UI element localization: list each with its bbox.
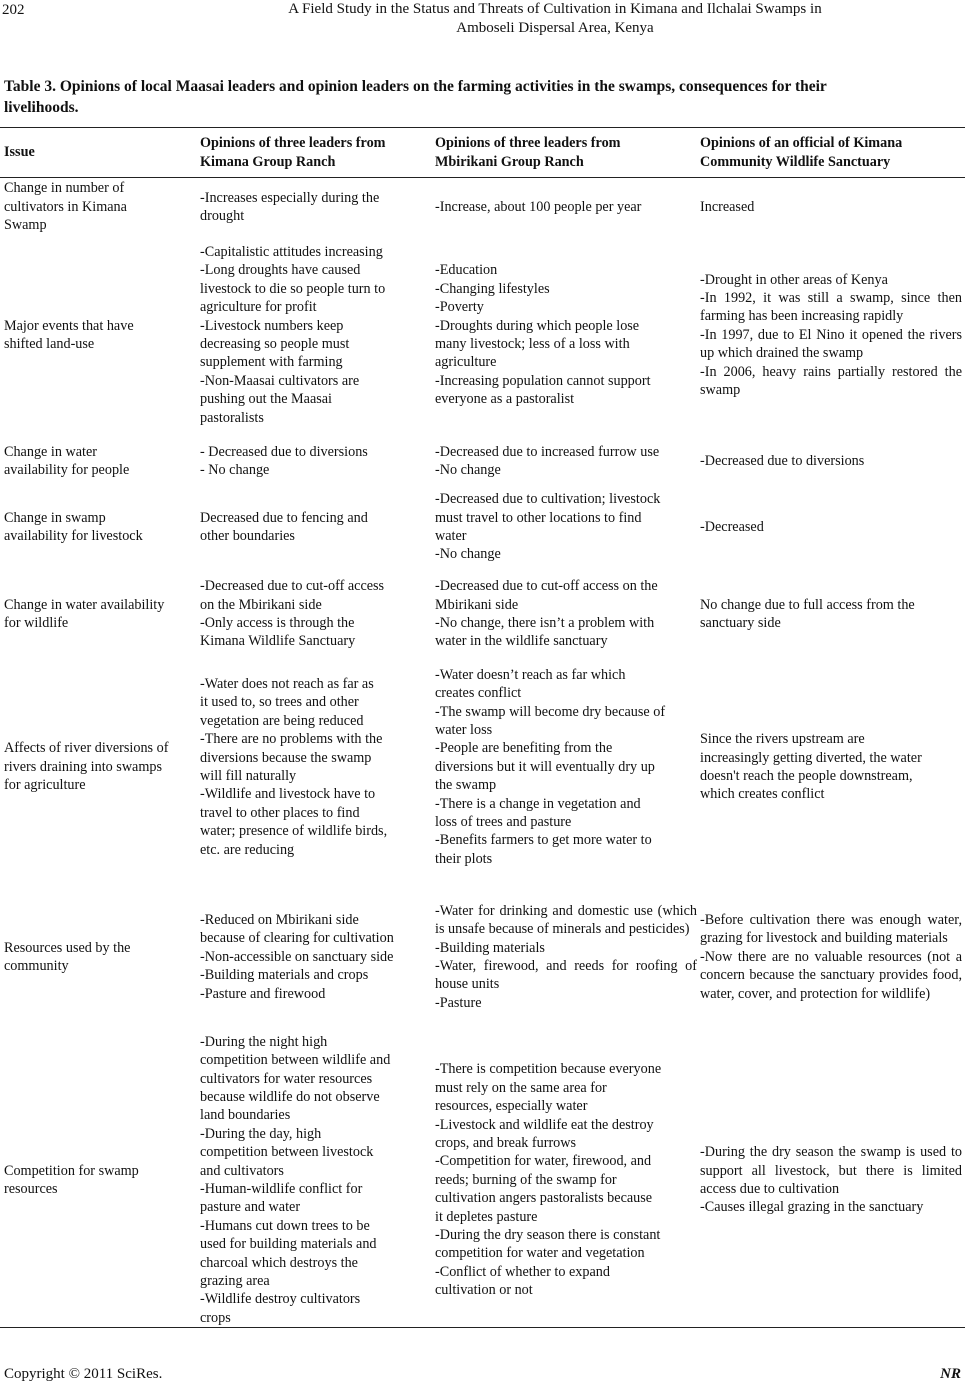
cell-line: -No change — [435, 546, 501, 563]
cell-line: Kimana Group Ranch — [200, 153, 336, 170]
cell-line: Affects of river diversions of — [4, 740, 169, 757]
cell-line: -No change — [435, 462, 501, 478]
cell-line: cultivators in Kimana — [4, 198, 127, 215]
cell-line: -Humans cut down trees to be — [200, 1217, 370, 1234]
cell-line: used for building materials and — [200, 1236, 377, 1253]
cell-line: agriculture — [435, 354, 497, 371]
cell-line: it used to, so trees and other — [200, 694, 359, 711]
cell-line: -Livestock numbers keep — [200, 317, 344, 334]
opinion-cell-kimana — [200, 1030, 425, 1330]
cell-line: charcoal which destroys the — [200, 1254, 358, 1271]
cell-line: Resources used by the — [4, 939, 131, 956]
cell-line: -Water for drinking and domestic use (which is unsafe because of minerals and pesticides) — [435, 902, 697, 938]
cell-line: pushing out the Maasai — [200, 391, 333, 408]
cell-line: -Reduced on Mbirikani side — [200, 911, 359, 928]
cell-line: -During the day, high — [200, 1125, 322, 1142]
cell-line: Swamp — [4, 217, 47, 234]
cell-line: water in the wildlife sanctuary — [435, 633, 608, 650]
cell-line: supplement with farming — [200, 354, 343, 371]
opinion-cell-mbirikani — [435, 436, 697, 486]
opinion-cell-official — [700, 436, 962, 486]
opinion-cell-official — [700, 878, 962, 1036]
cell-line: -Long droughts have caused — [200, 262, 361, 279]
cell-line: Change in water availability — [4, 596, 165, 613]
cell-line: -Water doesn’t reach as far which — [435, 666, 626, 683]
opinion-cell-mbirikani — [435, 1030, 697, 1330]
cell-line: -Increasing population cannot support — [435, 372, 651, 389]
cell-line: -During the dry season the swamp is used to support all livestock, but there is limited access due to cultivation — [700, 1144, 962, 1197]
cell-line: their plots — [435, 850, 493, 867]
cell-line: -Pasture — [435, 994, 482, 1011]
cell-line: the swamp — [435, 777, 497, 794]
cell-line: crops — [200, 1309, 231, 1326]
cell-line: Change in number of — [4, 180, 125, 197]
cell-line: -Decreased due to cut-off access on the — [435, 578, 658, 595]
opinion-cell-kimana — [200, 178, 425, 236]
cell-line: -Conflict of whether to expand — [435, 1263, 610, 1280]
cell-line: community — [4, 958, 69, 974]
cell-line: pastoralists — [200, 409, 264, 426]
column-header-official — [700, 128, 962, 177]
cell-line: -Non-Maasai cultivators are — [200, 372, 360, 389]
issue-cell — [4, 660, 194, 874]
journal-abbreviation: NR — [940, 1366, 961, 1382]
cell-line: -Decreased due to cultivation; livestock — [435, 491, 661, 508]
opinion-cell-kimana — [200, 660, 425, 874]
opinion-cell-official — [700, 1030, 962, 1330]
cell-line: and cultivators — [200, 1162, 284, 1179]
cell-line: -Droughts during which people lose — [435, 317, 640, 334]
cell-line: for agriculture — [4, 777, 86, 794]
cell-line: reeds; burning of the swamp for — [435, 1171, 617, 1188]
opinion-cell-mbirikani — [435, 178, 697, 236]
cell-line: sanctuary side — [700, 615, 781, 631]
column-header-kimana — [200, 128, 425, 177]
cell-line: -Competition for water, firewood, and — [435, 1153, 652, 1170]
cell-line: -In 1992, it was still a swamp, since then farming has been increasing rapidly — [700, 289, 962, 325]
cell-line: -Before cultivation there was enough water, grazing for livestock and building materials — [700, 911, 962, 947]
cell-line: -Water does not reach as far as — [200, 675, 374, 692]
cell-line: - Decreased due to diversions — [200, 443, 368, 460]
cell-line: competition for water and vegetation — [435, 1245, 645, 1262]
cell-line: resources — [4, 1181, 58, 1197]
opinion-cell-kimana — [200, 878, 425, 1036]
cell-line: -Drought in other areas of Kenya — [700, 271, 888, 288]
opinion-cell-official — [700, 570, 962, 658]
cell-line: shifted land-use — [4, 336, 95, 352]
cell-line: Major events that have — [4, 317, 134, 334]
cell-line: for wildlife — [4, 615, 69, 631]
cell-line: competition between livestock — [200, 1144, 374, 1161]
cell-line: - No change — [200, 462, 270, 478]
opinion-cell-official — [700, 660, 962, 874]
cell-line: water; presence of wildlife birds, — [200, 823, 388, 840]
cell-line: -Now there are no valuable resources (not a concern because the sanctuary provides food, water, cover, and protection for wildlife) — [700, 948, 962, 1002]
cell-line: -Water, firewood, and reeds for roofing of house units — [435, 958, 697, 993]
cell-line: cultivation angers pastoralists because — [435, 1190, 653, 1207]
table-caption — [4, 76, 964, 118]
opinion-cell-mbirikani — [435, 878, 697, 1036]
cell-line: -Decreased — [700, 518, 764, 535]
issue-cell — [4, 570, 194, 658]
issue-cell — [4, 1030, 194, 1330]
cell-line: grazing area — [200, 1273, 270, 1290]
cell-line: -Building materials — [435, 939, 545, 956]
cell-line: -Livestock and wildlife eat the destroy — [435, 1116, 654, 1133]
page-number: 202 — [2, 2, 25, 18]
cell-line: -People are benefiting from the — [435, 740, 613, 757]
cell-line: -Only access is through the — [200, 615, 355, 631]
cell-line: -The swamp will become dry because of — [435, 703, 666, 720]
cell-line: competition between wildlife and — [200, 1052, 391, 1069]
cell-line: cultivation or not — [435, 1282, 533, 1299]
issue-cell — [4, 488, 194, 566]
cell-line: travel to other places to find — [200, 804, 360, 821]
cell-line: land boundaries — [200, 1107, 291, 1124]
cell-line: -In 1997, due to El Nino it opened the rivers up which drained the swamp — [700, 326, 962, 362]
cell-line: rivers draining into swamps — [4, 758, 163, 775]
cell-line: -There is competition because everyone — [435, 1061, 662, 1078]
cell-line: livestock to die so people turn to — [200, 280, 386, 297]
cell-line: Change in water — [4, 443, 97, 460]
cell-line: -Building materials and crops — [200, 967, 369, 984]
opinion-cell-mbirikani — [435, 570, 697, 658]
cell-line: -Benefits farmers to get more water to — [435, 832, 652, 849]
cell-line: etc. are reducing — [200, 841, 295, 858]
cell-line: -Changing lifestyles — [435, 280, 550, 297]
cell-line: -During the dry season there is constant — [435, 1227, 661, 1244]
cell-line: it depletes pasture — [435, 1208, 538, 1225]
cell-line: -There are no problems with the — [200, 731, 383, 748]
cell-line: -Decreased due to diversions — [700, 452, 865, 469]
cell-line: -Wildlife destroy cultivators — [200, 1291, 361, 1308]
cell-line: agriculture for profit — [200, 299, 317, 316]
opinion-cell-kimana — [200, 570, 425, 658]
opinion-cell-kimana — [200, 488, 425, 566]
cell-line: Mbirikani Group Ranch — [435, 153, 584, 170]
cell-line: No change due to full access from the — [700, 596, 915, 613]
cell-line: -In 2006, heavy rains partially restored the swamp — [700, 363, 962, 399]
cell-line: Kimana Wildlife Sanctuary — [200, 633, 356, 650]
cell-line: Issue — [4, 144, 35, 161]
cell-line: -Causes illegal grazing in the sanctuary — [700, 1199, 924, 1216]
cell-line: -During the night high — [200, 1033, 328, 1050]
issue-cell — [4, 436, 194, 486]
cell-line: pasture and water — [200, 1199, 301, 1216]
opinion-cell-official — [700, 238, 962, 432]
running-title — [150, 0, 960, 38]
cell-line: drought — [200, 208, 245, 224]
cell-line: -Decreased due to cut-off access — [200, 578, 385, 595]
table-caption-line: livelihoods. — [4, 99, 79, 116]
cell-line: decreasing so people must — [200, 336, 350, 352]
cell-line: water — [435, 528, 467, 544]
cell-line: on the Mbirikani side — [200, 596, 322, 613]
cell-line: -Pasture and firewood — [200, 985, 326, 1002]
cell-line: everyone as a pastoralist — [435, 391, 575, 408]
cell-line: Since the rivers upstream are — [700, 731, 865, 748]
cell-line: -Capitalistic attitudes increasing — [200, 243, 383, 260]
cell-line: Decreased due to fencing and — [200, 509, 368, 526]
cell-line: other boundaries — [200, 528, 295, 544]
cell-line: availability for people — [4, 462, 130, 478]
cell-line: will fill naturally — [200, 768, 297, 784]
opinion-cell-official — [700, 178, 962, 236]
cell-line: because of clearing for cultivation — [200, 930, 394, 947]
opinion-cell-kimana — [200, 436, 425, 486]
cell-line: increasingly getting diverted, the water — [700, 749, 922, 766]
cell-line: Mbirikani side — [435, 596, 519, 613]
cell-line: Increased — [700, 198, 755, 215]
cell-line: cultivators for water resources — [200, 1070, 373, 1087]
opinion-cell-official — [700, 488, 962, 566]
cell-line: Community Wildlife Sanctuary — [700, 153, 891, 170]
cell-line: availability for livestock — [4, 528, 143, 544]
cell-line: crops, and break furrows — [435, 1134, 577, 1151]
opinion-cell-mbirikani — [435, 488, 697, 566]
cell-line: water loss — [435, 721, 493, 738]
table-caption-line: Table 3. Opinions of local Maasai leaders and opinion leaders on the farming activities in the swamps, consequences for their — [4, 78, 827, 95]
cell-line: which creates conflict — [700, 786, 825, 803]
cell-line: -Wildlife and livestock have to — [200, 786, 376, 803]
column-header-mbirikani — [435, 128, 697, 177]
cell-line: -Poverty — [435, 299, 484, 316]
running-title-line: Amboseli Dispersal Area, Kenya — [456, 20, 654, 36]
cell-line: -Human-wildlife conflict for — [200, 1181, 363, 1197]
cell-line: Change in swamp — [4, 509, 106, 526]
cell-line: -There is a change in vegetation and — [435, 795, 641, 812]
cell-line: -Non-accessible on sanctuary side — [200, 948, 394, 965]
copyright-notice: Copyright © 2011 SciRes. — [4, 1366, 163, 1382]
issue-cell — [4, 878, 194, 1036]
opinion-cell-mbirikani — [435, 660, 697, 874]
cell-line: -Decreased due to increased furrow use — [435, 443, 660, 460]
cell-line: Opinions of three leaders from — [200, 135, 386, 152]
cell-line: -No change, there isn’t a problem with — [435, 615, 655, 631]
running-title-line: A Field Study in the Status and Threats of Cultivation in Kimana and Ilchalai Swamps in — [288, 1, 822, 17]
cell-line: must travel to other locations to find — [435, 509, 642, 526]
cell-line: Opinions of an official of Kimana — [700, 135, 903, 152]
cell-line: vegetation are being reduced — [200, 712, 364, 729]
cell-line: loss of trees and pasture — [435, 814, 572, 831]
cell-line: Competition for swamp — [4, 1162, 139, 1179]
cell-line: -Increase, about 100 people per year — [435, 198, 642, 215]
issue-cell — [4, 178, 194, 236]
cell-line: because wildlife do not observe — [200, 1088, 380, 1105]
opinion-cell-kimana — [200, 238, 425, 432]
issue-cell — [4, 238, 194, 432]
cell-line: doesn't reach the people downstream, — [700, 768, 913, 784]
column-header-issue — [4, 128, 194, 177]
opinion-cell-mbirikani — [435, 238, 697, 432]
cell-line: diversions but it will eventually dry up — [435, 758, 655, 775]
cell-line: creates conflict — [435, 685, 522, 702]
cell-line: must rely on the same area for — [435, 1079, 607, 1096]
cell-line: -Education — [435, 262, 498, 279]
cell-line: diversions because the swamp — [200, 749, 372, 766]
cell-line: resources, especially water — [435, 1098, 588, 1115]
cell-line: Opinions of three leaders from — [435, 135, 621, 152]
cell-line: -Increases especially during the — [200, 189, 380, 206]
cell-line: many livestock; less of a loss with — [435, 336, 630, 352]
